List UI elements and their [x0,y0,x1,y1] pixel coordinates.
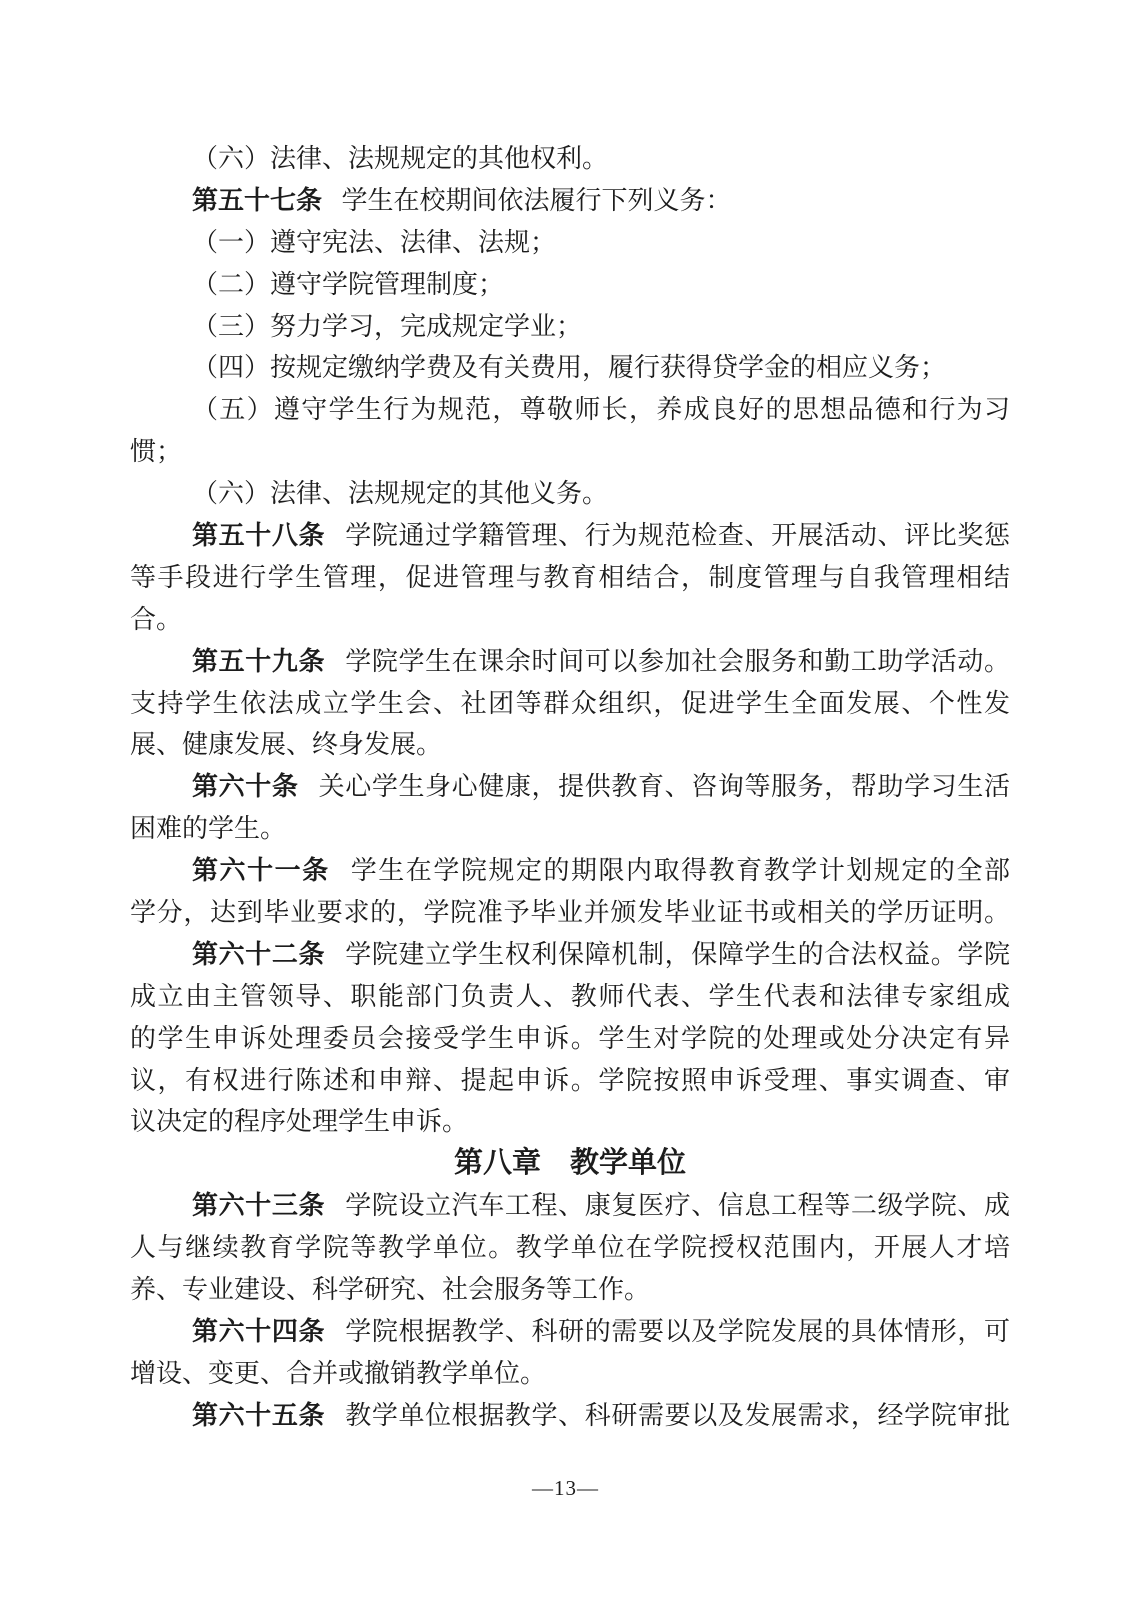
article-number: 第六十五条 [192,1400,326,1430]
article-number: 第六十二条 [192,939,326,969]
text-line [130,515,1010,557]
line-text: （五）遵守学生行为规范，尊敬师长，养成良好的思想品德和行为习 [192,395,1010,425]
line-text: 合。 [130,604,183,634]
article-number: 第五十九条 [192,646,326,676]
text-line [130,1269,1010,1311]
line-text: 的学生申诉处理委员会接受学生申诉。学生对学院的处理或处分决定有异 [130,1023,1010,1053]
text-line [130,683,1010,725]
line-text: 惯； [130,437,183,467]
line-text: 人与继续教育学院等教学单位。教学单位在学院授权范围内，开展人才培 [130,1233,1010,1263]
text-line [130,641,1010,683]
text-line [130,1018,1010,1060]
article-number: 第六十一条 [192,856,330,886]
line-text: 养、专业建设、科学研究、社会服务等工作。 [130,1275,651,1305]
text-line [130,724,1010,766]
line-text: 困难的学生。 [130,814,287,844]
text-line [130,1185,1010,1227]
line-text: 议决定的程序处理学生申诉。 [130,1107,469,1137]
text-line [130,557,1010,599]
text-line [130,180,1010,222]
article-number: 第六十三条 [192,1191,326,1221]
line-text: （四）按规定缴纳学费及有关费用，履行获得贷学金的相应义务； [192,353,947,383]
line-text: 学分，达到毕业要求的，学院准予毕业并颁发毕业证书或相关的学历证明。 [130,898,1010,928]
line-text: 学生在学院规定的期限内取得教育教学计划规定的全部 [350,856,1010,886]
line-text: 学生在校期间依法履行下列义务： [341,185,732,215]
line-text: 学院通过学籍管理、行为规范检查、开展活动、评比奖惩 [345,521,1010,551]
line-text: 支持学生依法成立学生会、社团等群众组织，促进学生全面发展、个性发 [130,688,1010,718]
text-line [130,1060,1010,1102]
text-line [130,850,1010,892]
article-number: 第五十七条 [192,185,323,215]
text-line [130,934,1010,976]
line-text: （一）遵守宪法、法律、法规； [192,227,557,257]
article-number: 第五十八条 [192,521,326,551]
text-line [130,138,1010,180]
article-number: 第六十条 [192,772,299,802]
text-line [130,976,1010,1018]
text-line [130,473,1010,515]
text-line [130,306,1010,348]
line-text: （三）努力学习，完成规定学业； [192,311,583,341]
text-line [130,264,1010,306]
text-line [130,1395,1010,1437]
line-text: 第八章 教学单位 [453,1147,686,1180]
line-text: 关心学生身心健康，提供教育、咨询等服务，帮助学习生活 [318,772,1010,802]
text-line [130,599,1010,641]
line-text: （六）法律、法规规定的其他权利。 [192,144,609,173]
text-line [130,808,1010,850]
line-text: （六）法律、法规规定的其他义务。 [192,479,609,509]
line-text: 教学单位根据教学、科研需要以及发展需求，经学院审批 [345,1400,1010,1430]
text-line [130,1353,1010,1395]
text-line [130,1227,1010,1269]
line-text: 成立由主管领导、职能部门负责人、教师代表、学生代表和法律专家组成 [130,981,1010,1011]
line-text: 等手段进行学生管理，促进管理与教育相结合，制度管理与自我管理相结 [130,562,1010,592]
text-line [130,892,1010,934]
text-line [130,222,1010,264]
line-text: 议，有权进行陈述和申辩、提起申诉。学院按照申诉受理、事实调查、审 [130,1065,1010,1095]
text-line [130,1311,1010,1353]
line-text: （二）遵守学院管理制度； [192,269,505,299]
line-text: 学院建立学生权利保障机制，保障学生的合法权益。学院 [345,939,1010,969]
line-text: 展、健康发展、终身发展。 [130,730,443,760]
chapter-heading [130,1143,1010,1185]
line-text: 学院学生在课余时间可以参加社会服务和勤工助学活动。 [345,646,1010,676]
text-line [130,1101,1010,1143]
article-number: 第六十四条 [192,1316,326,1346]
text-line [130,431,1010,473]
line-text: 学院设立汽车工程、康复医疗、信息工程等二级学院、成 [345,1191,1010,1221]
text-line [130,389,1010,431]
line-text: 学院根据教学、科研的需要以及学院发展的具体情形，可 [345,1316,1010,1346]
text-line [130,766,1010,808]
page-number: —13— [532,1476,599,1500]
document-body [130,138,1010,1437]
text-line [130,347,1010,389]
line-text: 增设、变更、合并或撤销教学单位。 [130,1358,547,1388]
